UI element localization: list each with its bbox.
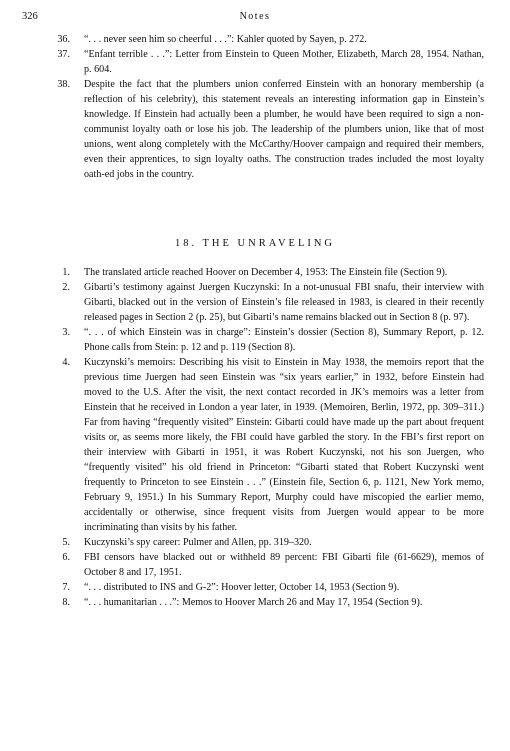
chapter-heading: 18. THE UNRAVELING — [174, 238, 336, 249]
note-8 — [48, 595, 484, 610]
note-7 — [48, 580, 484, 595]
note-text: Despite the fact that the plumbers union conferred Einstein with an honorary membership (a reflection of his celebrity), this statement reveals an interesting information gap in Einstein’s knowledge. If Einstein had actually been a plumber, he would have been required to sign a non-communist loyalty oath or lose his job. The leadership of the plumbers union, like that of most unions, went along completely with the McCarthy/Hoover campaign and required their members, even their apprentices, to sign loyalty oaths. The construction trades included the most loyalty oath-ed jobs in the country. — [84, 79, 484, 180]
note-text: Gibarti’s testimony against Juergen Kuczynski: In a not-unusual FBI snafu, their interview with Gibarti, blacked out in the version of Einstein’s file released in 1983, is cleared in their recently released pages in Section 2 (p. 25), but Gibarti’s name remains blacked out in Section 8 (p. 97). — [84, 282, 484, 323]
note-3 — [48, 325, 484, 355]
notes-list-top — [48, 32, 484, 182]
note-1 — [48, 265, 484, 280]
note-text: “. . . of which Einstein was in charge”: Einstein’s dossier (Section 8), Summary Report, p. 12. Phone calls from Stein: p. 12 and p. 119 (Section 8). — [84, 327, 484, 353]
running-title: Notes — [239, 11, 271, 22]
note-text: “. . . humanitarian . . .”: Memos to Hoover March 26 and May 17, 1954 (Section 9). — [84, 597, 423, 608]
note-text: Kuczynski’s memoirs: Describing his visit to Einstein in May 1938, the memoirs report that the previous time Juergen had seen Einstein was “six years earlier,” in 1932, before Einstein had moved to the U.S. After the visit, the next contact recorded in JK’s memoirs was a letter from Einstein that he received in London a year later, in 1939. (Memoiren, Berlin, 1972, pp. 309–311.) Far from having “frequently visited” Einstein: Gibarti could have made up the part about frequent visits or, as seems more likely, the FBI could have garbled the story. In the FBI’s first report on their interview with Gibarti in 1951, it was Robert Kuczynski, not his son Juergen, who “frequently visited” his old friend in Princeton: “Gibarti stated that Robert Kuczynski went frequently to Princeton to see Einstein . . .” (Einstein file, Section 6, p. 1121, New York memo, February 9, 1951.) In his Summary Report, Murphy could have miscopied the earlier memo, accidentally or otherwise, since frequent visits from Juergen would appear to be more incriminating than visits by his father. — [84, 357, 484, 533]
running-head — [22, 11, 488, 25]
note-number: 37. — [57, 49, 70, 60]
note-37 — [48, 47, 484, 77]
note-5 — [48, 535, 484, 550]
note-text: FBI censors have blacked out or withheld 89 percent: FBI Gibarti file (61-6629), memos of October 8 and 17, 1951. — [84, 552, 484, 578]
note-36 — [48, 32, 484, 47]
note-text: “. . . distributed to INS and G-2”: Hoover letter, October 14, 1953 (Section 9). — [84, 582, 400, 593]
note-number: 36. — [57, 34, 70, 45]
notes-list-bottom — [48, 265, 484, 610]
note-number: 8. — [62, 597, 70, 608]
note-number: 2. — [62, 282, 70, 293]
note-number: 6. — [62, 552, 70, 563]
note-number: 38. — [57, 79, 70, 90]
note-number: 3. — [62, 327, 70, 338]
note-2 — [48, 280, 484, 325]
note-text: “Enfant terrible . . .”: Letter from Einstein to Queen Mother, Elizabeth, March 28, 1954. Nathan, p. 604. — [84, 49, 484, 75]
note-text: “. . . never seen him so cheerful . . .”: Kahler quoted by Sayen, p. 272. — [84, 34, 367, 45]
note-number: 4. — [62, 357, 70, 368]
note-number: 7. — [62, 582, 70, 593]
note-6 — [48, 550, 484, 580]
page-number: 326 — [22, 11, 38, 22]
note-number: 1. — [62, 267, 70, 278]
note-4 — [48, 355, 484, 535]
note-number: 5. — [62, 537, 70, 548]
note-text: The translated article reached Hoover on December 4, 1953: The Einstein file (Section 9). — [84, 267, 448, 278]
note-38 — [48, 77, 484, 182]
note-text: Kuczynski’s spy career: Pulmer and Allen, pp. 319–320. — [84, 537, 312, 548]
